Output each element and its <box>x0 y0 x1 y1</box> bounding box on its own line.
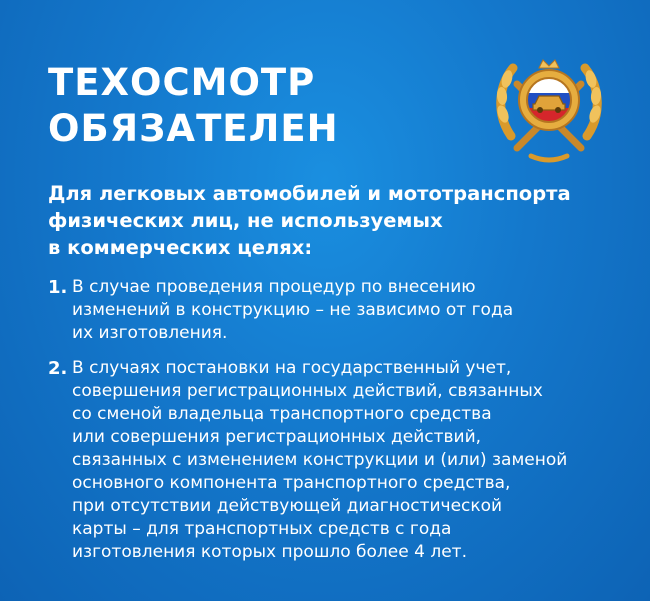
list-item-text: со сменой владельца транспортного средства <box>72 404 492 424</box>
subtitle-line-3: в коммерческих целях: <box>48 236 313 259</box>
list-item-text: карты – для транспортных средств с года <box>72 519 452 539</box>
list-item-1 <box>48 276 628 345</box>
list-item-number: 2. <box>48 358 68 379</box>
conditions-list <box>48 276 628 564</box>
list-item-text: при отсутствии действующей диагностической <box>72 496 503 516</box>
subtitle-line-2: физических лиц, не используемых <box>48 209 443 232</box>
page-title <box>48 60 339 152</box>
list-item-text: или совершения регистрационных действий, <box>72 427 482 447</box>
title-line-1: ТЕХОСМОТР <box>48 61 316 104</box>
subtitle <box>48 180 608 261</box>
list-item-text: изменений в конструкцию – не зависимо от года <box>72 300 514 320</box>
traffic-police-emblem-icon <box>488 44 610 168</box>
list-item-number: 1. <box>48 277 68 298</box>
list-item-text: совершения регистрационных действий, связанных <box>72 381 543 401</box>
list-item-2 <box>48 357 628 564</box>
list-item-text: основного компонента транспортного средства, <box>72 473 511 493</box>
list-item-text: связанных с изменением конструкции и (или) заменой <box>72 450 568 470</box>
list-item-text: В случае проведения процедур по внесению <box>72 277 476 297</box>
title-line-2: ОБЯЗАТЕЛЕН <box>48 107 339 150</box>
list-item-text: их изготовления. <box>72 323 228 343</box>
list-item-text: изготовления которых прошло более 4 лет. <box>72 542 467 562</box>
subtitle-line-1: Для легковых автомобилей и мототранспорта <box>48 182 571 205</box>
list-item-text: В случаях постановки на государственный учет, <box>72 358 512 378</box>
